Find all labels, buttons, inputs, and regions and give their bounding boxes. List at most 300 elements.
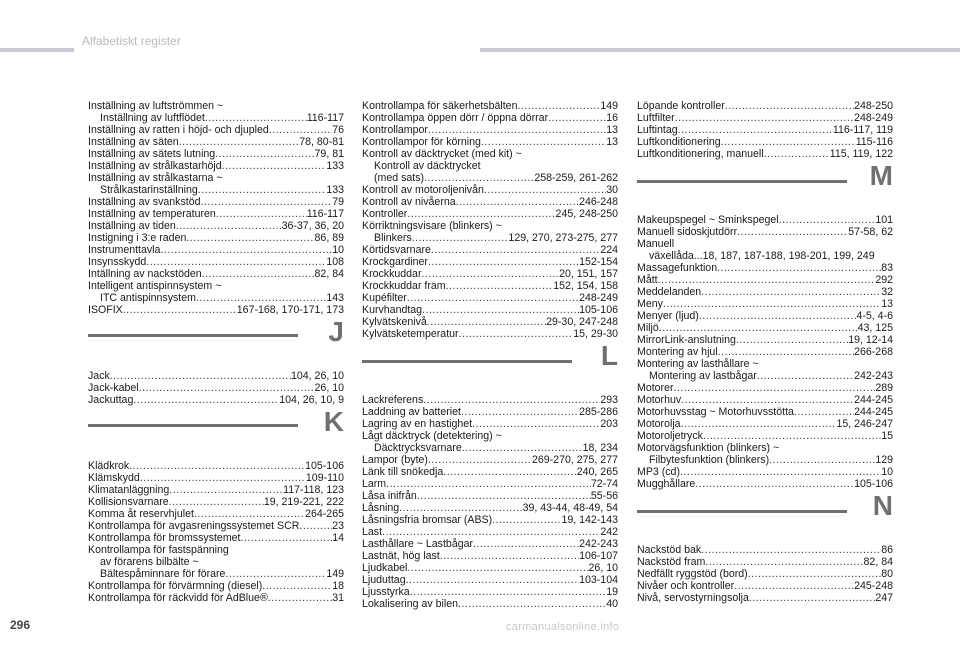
dot-leader <box>701 286 881 298</box>
dot-leader <box>481 136 606 148</box>
index-entry <box>362 136 618 148</box>
entry-term: Jack <box>88 370 110 382</box>
entry-term: Massagefunktion <box>637 262 718 274</box>
entry-term: Kontroll av däcktrycket (med kit) ~ <box>362 148 522 160</box>
entry-pages: 55-56 <box>590 490 618 502</box>
entry-term: Miljö <box>637 322 659 334</box>
index-entry <box>88 256 344 268</box>
entry-term: Menyer (ljud) <box>637 310 699 322</box>
entry-term: Länk till snökedja <box>362 466 444 478</box>
entry-pages: 10 <box>881 466 893 478</box>
dot-leader <box>196 292 326 304</box>
entry-pages: 129 <box>875 454 893 466</box>
entry-term: Kontrollampa för fastspänning <box>88 544 229 556</box>
entry-term: Krockkuddar fram <box>362 280 446 292</box>
section-header-m <box>637 160 893 210</box>
index-entry <box>362 490 618 502</box>
entry-pages: 289 <box>875 382 893 394</box>
entry-term: Krockgardiner <box>362 256 428 268</box>
dot-leader <box>169 484 283 496</box>
entry-term: Kurvhandtag <box>362 304 423 316</box>
entry-term: Kontroll av däcktrycket <box>374 160 481 172</box>
entry-pages: 133 <box>326 184 344 196</box>
entry-pages: 15 <box>881 430 893 442</box>
entry-term: Luftintag <box>637 124 678 136</box>
entry-term: Nivåer och kontroller <box>637 580 735 592</box>
index-entry <box>88 148 344 160</box>
index-entry <box>362 430 618 442</box>
index-entry <box>637 238 893 250</box>
entry-term: Kontrollampa för förvärmning (diesel) <box>88 580 263 592</box>
entry-pages: 246-248 <box>579 196 618 208</box>
section-letter-j: J <box>328 316 344 347</box>
entry-term: Lågt däcktryck (detektering) ~ <box>362 430 502 442</box>
dot-leader <box>431 244 600 256</box>
index-entry <box>362 112 618 124</box>
index-entry <box>362 124 618 136</box>
entry-term: Klämskydd <box>88 472 140 484</box>
section-rule <box>88 424 298 427</box>
dot-leader <box>548 112 606 124</box>
dot-leader <box>681 418 837 430</box>
entry-term: Nackstöd bak <box>637 544 702 556</box>
index-entry <box>637 214 893 226</box>
index-entry <box>637 580 893 592</box>
entry-pages: 264-265 <box>305 508 344 520</box>
entry-term: (med sats) <box>374 172 425 184</box>
index-entry <box>637 556 893 568</box>
entry-term: Komma åt reservhjulet <box>88 508 194 520</box>
entry-pages: 269-270, 275, 277 <box>531 454 618 466</box>
dot-leader <box>146 256 326 268</box>
section-rule <box>637 180 847 183</box>
entry-term: Luftkonditionering <box>637 136 721 148</box>
section-rule <box>88 334 298 337</box>
entry-term: Inställning av sätets lutning <box>88 148 216 160</box>
entry-pages: 149 <box>600 100 618 112</box>
entry-pages: 105-106 <box>854 478 893 490</box>
index-entry <box>362 502 618 514</box>
index-entry <box>88 508 344 520</box>
dot-leader <box>446 280 554 292</box>
index-entry <box>88 160 344 172</box>
index-entry <box>88 460 344 472</box>
entry-pages: 105-106 <box>579 304 618 316</box>
dot-leader <box>186 232 314 244</box>
entries-i <box>88 100 344 316</box>
index-entry <box>362 526 618 538</box>
dot-leader <box>517 100 600 112</box>
dot-leader <box>678 124 833 136</box>
entry-term: Laddning av batteriet <box>362 406 461 418</box>
dot-leader <box>721 136 856 148</box>
dot-leader <box>659 322 858 334</box>
entry-pages: 152, 154, 158 <box>553 280 618 292</box>
index-entry <box>637 418 893 430</box>
entry-term: Låsningsfria bromsar (ABS) <box>362 514 493 526</box>
index-entry <box>362 418 618 430</box>
entry-term: Nedfällt ryggstöd (bord) <box>637 568 748 580</box>
entry-pages: 26, 10 <box>588 562 618 574</box>
entry-pages: 20, 151, 157 <box>559 268 618 280</box>
index-entry <box>637 334 893 346</box>
dot-leader <box>695 478 854 490</box>
dot-leader <box>225 568 326 580</box>
dot-leader <box>194 508 305 520</box>
dot-leader <box>779 214 876 226</box>
entry-pages: 224 <box>600 244 618 256</box>
entry-pages: 116-117 <box>306 208 344 220</box>
index-entry <box>362 100 618 112</box>
entry-pages: 293 <box>600 394 618 406</box>
index-entry <box>362 244 618 256</box>
dot-leader <box>423 394 600 406</box>
index-entry <box>88 184 344 196</box>
index-entry <box>88 580 344 592</box>
index-entry <box>637 478 893 490</box>
dot-leader <box>757 370 854 382</box>
index-entry <box>637 370 893 382</box>
entry-pages: 248-249 <box>854 112 893 124</box>
dot-leader <box>473 538 579 550</box>
index-entry <box>637 298 893 310</box>
entry-pages: 242 <box>600 526 618 538</box>
entry-pages: 39, 43-44, 48-49, 54 <box>522 502 618 514</box>
dot-leader <box>492 514 561 526</box>
entry-pages: 129, 270, 273-275, 277 <box>508 232 618 244</box>
entry-term: Lackreferens <box>362 394 424 406</box>
index-entry <box>362 268 618 280</box>
entry-term: Kupéfilter <box>362 292 407 304</box>
entry-pages: 13 <box>606 136 618 148</box>
dot-leader <box>269 124 332 136</box>
index-entry <box>88 112 344 124</box>
dot-leader <box>399 502 522 514</box>
dot-leader <box>407 208 555 220</box>
index-entry <box>362 454 618 466</box>
entry-term: Inställning av tiden <box>88 220 176 232</box>
index-entry <box>637 262 893 274</box>
index-entry <box>88 484 344 496</box>
entry-pages: 4-5, 4-6 <box>856 310 893 322</box>
index-entry <box>362 172 618 184</box>
index-entry <box>637 112 893 124</box>
dot-leader <box>440 550 579 562</box>
index-entry <box>362 160 618 172</box>
dot-leader <box>110 370 291 382</box>
entry-pages: 292 <box>875 274 893 286</box>
index-entry <box>362 220 618 232</box>
entry-pages: 26, 10 <box>314 382 344 394</box>
entries-j <box>88 370 344 406</box>
section-rule <box>637 510 847 513</box>
entry-term: Montering av hjul <box>637 346 718 358</box>
index-entry <box>362 598 618 610</box>
entry-term: Inställning av strålkastarna ~ <box>88 172 223 184</box>
index-entry <box>637 346 893 358</box>
section-header-n <box>637 490 893 540</box>
entry-term: Nivå, servostyrningsolja <box>637 592 749 604</box>
entry-term: Låsning <box>362 502 400 514</box>
dot-leader <box>749 592 875 604</box>
dot-leader <box>262 580 332 592</box>
dot-leader <box>458 598 606 610</box>
index-entry <box>88 196 344 208</box>
index-entry <box>88 280 344 292</box>
entry-term: Lagring av en hastighet <box>362 418 473 430</box>
index-entry <box>362 586 618 598</box>
dot-leader <box>484 184 606 196</box>
entry-term: Mugghållare <box>637 478 696 490</box>
entry-pages: 79, 81 <box>314 148 344 160</box>
watermark: carmanualsonline.info <box>506 621 620 633</box>
entry-term: Krockkuddar <box>362 268 422 280</box>
page-header-title: Alfabetiskt register <box>82 34 181 48</box>
entry-pages: 43, 125 <box>857 322 893 334</box>
entry-term: Ljusstyrka <box>362 586 410 598</box>
index-entry <box>362 184 618 196</box>
dot-leader <box>717 262 881 274</box>
entry-pages: 106-107 <box>579 550 618 562</box>
index-entry <box>362 514 618 526</box>
entry-pages: 78, 80-81 <box>299 136 344 148</box>
index-entry <box>88 568 344 580</box>
entry-term: Intelligent antispinnsystem ~ <box>88 280 222 292</box>
entry-term: MirrorLink-anslutning <box>637 334 736 346</box>
index-entry <box>88 208 344 220</box>
entry-pages: 247 <box>875 592 893 604</box>
entry-pages: 82, 84 <box>863 556 893 568</box>
index-entry <box>637 454 893 466</box>
dot-leader <box>422 304 579 316</box>
entry-pages: 240, 265 <box>576 466 618 478</box>
entry-term: Manuell sidoskjutdörr <box>637 226 738 238</box>
entry-pages: 103-104 <box>579 574 618 586</box>
page-number: 296 <box>10 618 31 632</box>
entry-term: Inställning av temperaturen <box>88 208 216 220</box>
index-entry <box>637 466 893 478</box>
index-entry <box>362 208 618 220</box>
index-entry <box>88 136 344 148</box>
entries-l <box>362 394 618 610</box>
dot-leader <box>459 328 574 340</box>
entry-pages: 72-74 <box>590 478 618 490</box>
dot-leader <box>160 244 332 256</box>
entry-pages: 245-248 <box>854 580 893 592</box>
entry-term: ISOFIX <box>88 304 123 316</box>
dot-leader <box>428 124 606 136</box>
entry-pages: 104, 26, 10 <box>290 370 344 382</box>
entry-pages: 266-268 <box>854 346 893 358</box>
dot-leader <box>123 304 237 316</box>
dot-leader <box>407 292 579 304</box>
dot-leader <box>417 490 591 502</box>
entry-term: Kontroller <box>362 208 408 220</box>
dot-leader <box>424 172 534 184</box>
section-letter-k: K <box>323 406 344 437</box>
index-entry <box>362 574 618 586</box>
dot-leader <box>703 430 881 442</box>
entry-pages: 19, 12-14 <box>848 334 893 346</box>
entry-term: Inställning av luftströmmen ~ <box>88 100 224 112</box>
dot-leader <box>748 568 882 580</box>
index-entry <box>88 556 344 568</box>
dot-leader <box>215 148 314 160</box>
section-letter-l: L <box>600 340 618 371</box>
entry-pages: 248-250 <box>854 100 893 112</box>
index-entry <box>362 538 618 550</box>
dot-leader <box>406 574 580 586</box>
entry-pages: 13 <box>606 124 618 136</box>
dot-leader <box>421 268 559 280</box>
entry-pages: 36-37, 36, 20 <box>281 220 344 232</box>
index-entry <box>88 532 344 544</box>
entry-pages: 19, 142-143 <box>561 514 618 526</box>
dot-leader <box>764 148 830 160</box>
entry-term: Montering av lastbågar <box>649 370 757 382</box>
index-entry <box>637 310 893 322</box>
dot-leader <box>176 220 282 232</box>
entry-pages: 32 <box>881 286 893 298</box>
entry-term: Jack-kabel <box>88 382 139 394</box>
dot-leader <box>734 580 854 592</box>
header-bar-left <box>0 48 74 52</box>
index-entry <box>362 550 618 562</box>
dot-leader <box>412 232 509 244</box>
entry-pages: 116-117 <box>306 112 344 124</box>
entry-term: Larm <box>362 478 387 490</box>
entry-pages: 86, 89 <box>314 232 344 244</box>
index-entry <box>637 382 893 394</box>
dot-leader <box>427 316 546 328</box>
index-entry <box>637 544 893 556</box>
index-entry <box>88 592 344 604</box>
dot-leader <box>725 100 854 112</box>
index-entry <box>637 286 893 298</box>
index-entry <box>637 100 893 112</box>
dot-leader <box>205 112 307 124</box>
index-entry <box>362 442 618 454</box>
dot-leader <box>736 334 848 346</box>
entry-term: Löpande kontroller <box>637 100 725 112</box>
index-entry <box>88 394 344 406</box>
entry-pages: 15, 246-247 <box>836 418 893 430</box>
dot-leader <box>299 520 332 532</box>
index-entry <box>88 544 344 556</box>
entries-l-cont <box>637 100 893 160</box>
index-entry <box>362 256 618 268</box>
entry-term: Motorhuvsstag ~ Motorhuvsstötta <box>637 406 794 418</box>
entry-pages: 203 <box>600 418 618 430</box>
index-entry <box>362 466 618 478</box>
dot-leader <box>386 478 591 490</box>
entry-pages: 244-245 <box>854 406 893 418</box>
index-entry <box>362 148 618 160</box>
entry-pages: 244-245 <box>854 394 893 406</box>
index-entry <box>88 496 344 508</box>
entry-pages: 10 <box>332 244 344 256</box>
entry-term: Däcktrycksvarnare <box>374 442 462 454</box>
dot-leader <box>443 466 576 478</box>
index-entry <box>88 220 344 232</box>
index-column-3 <box>637 100 893 604</box>
dot-leader <box>268 592 332 604</box>
entry-pages: 115-116 <box>855 136 893 148</box>
entry-term: Kontrollampa för räckvidd för AdBlue® <box>88 592 268 604</box>
entry-term: Lampor (byte) <box>362 454 428 466</box>
index-entry <box>637 322 893 334</box>
entry-pages: 133 <box>326 160 344 172</box>
dot-leader <box>663 298 881 310</box>
entry-pages: 101 <box>875 214 893 226</box>
dot-leader <box>462 442 583 454</box>
entry-term: Nackstöd fram <box>637 556 706 568</box>
entry-pages: 115, 119, 122 <box>829 148 893 160</box>
dot-leader <box>179 136 300 148</box>
entry-pages: 31 <box>332 592 344 604</box>
index-entry <box>637 124 893 136</box>
index-entry <box>88 520 344 532</box>
index-entry <box>88 172 344 184</box>
index-entry <box>362 316 618 328</box>
index-entry <box>88 370 344 382</box>
index-entry <box>362 304 618 316</box>
section-letter-n: N <box>872 490 893 521</box>
index-column-2 <box>362 100 618 610</box>
entry-pages: 80 <box>881 568 893 580</box>
entry-pages: 167-168, 170-171, 173 <box>236 304 344 316</box>
section-letter-m: M <box>869 160 893 191</box>
dot-leader <box>428 454 532 466</box>
entry-term: Kontroll av motoroljenivån <box>362 184 484 196</box>
dot-leader <box>701 544 881 556</box>
dot-leader <box>681 394 854 406</box>
index-entry <box>637 406 893 418</box>
index-entry <box>637 148 893 160</box>
entry-pages: 258-259, 261-262 <box>534 172 618 184</box>
dot-leader <box>680 466 881 478</box>
entry-pages: 14 <box>332 532 344 544</box>
entry-pages: 104, 26, 10, 9 <box>279 394 344 406</box>
index-entry <box>637 430 893 442</box>
entry-pages: 40 <box>606 598 618 610</box>
index-entry <box>637 358 893 370</box>
entry-pages: 19, 219-221, 222 <box>263 496 344 508</box>
section-header-k <box>88 406 344 456</box>
entry-term: Instrumenttavla <box>88 244 161 256</box>
entries-n <box>637 544 893 604</box>
entry-pages: 57-58, 62 <box>848 226 893 238</box>
entry-term: Jackuttag <box>88 394 134 406</box>
dot-leader <box>410 586 607 598</box>
entries-k <box>88 460 344 604</box>
index-column-1 <box>88 100 344 604</box>
index-entry <box>637 442 893 454</box>
entry-pages: 29-30, 247-248 <box>546 316 618 328</box>
dot-leader <box>658 274 876 286</box>
index-entry <box>637 250 893 262</box>
entry-term: Lokalisering av bilen <box>362 598 458 610</box>
section-header-l <box>362 340 618 390</box>
entry-pages: 30 <box>606 184 618 196</box>
entry-term: Luftfilter <box>637 112 675 124</box>
entry-pages: 18, 234 <box>582 442 618 454</box>
dot-leader <box>216 208 307 220</box>
entry-term: Klädkrok <box>88 460 130 472</box>
entry-pages: 116-117, 119 <box>832 124 893 136</box>
entry-term: Montering av lasthållare ~ <box>637 358 759 370</box>
dot-leader <box>718 346 854 358</box>
